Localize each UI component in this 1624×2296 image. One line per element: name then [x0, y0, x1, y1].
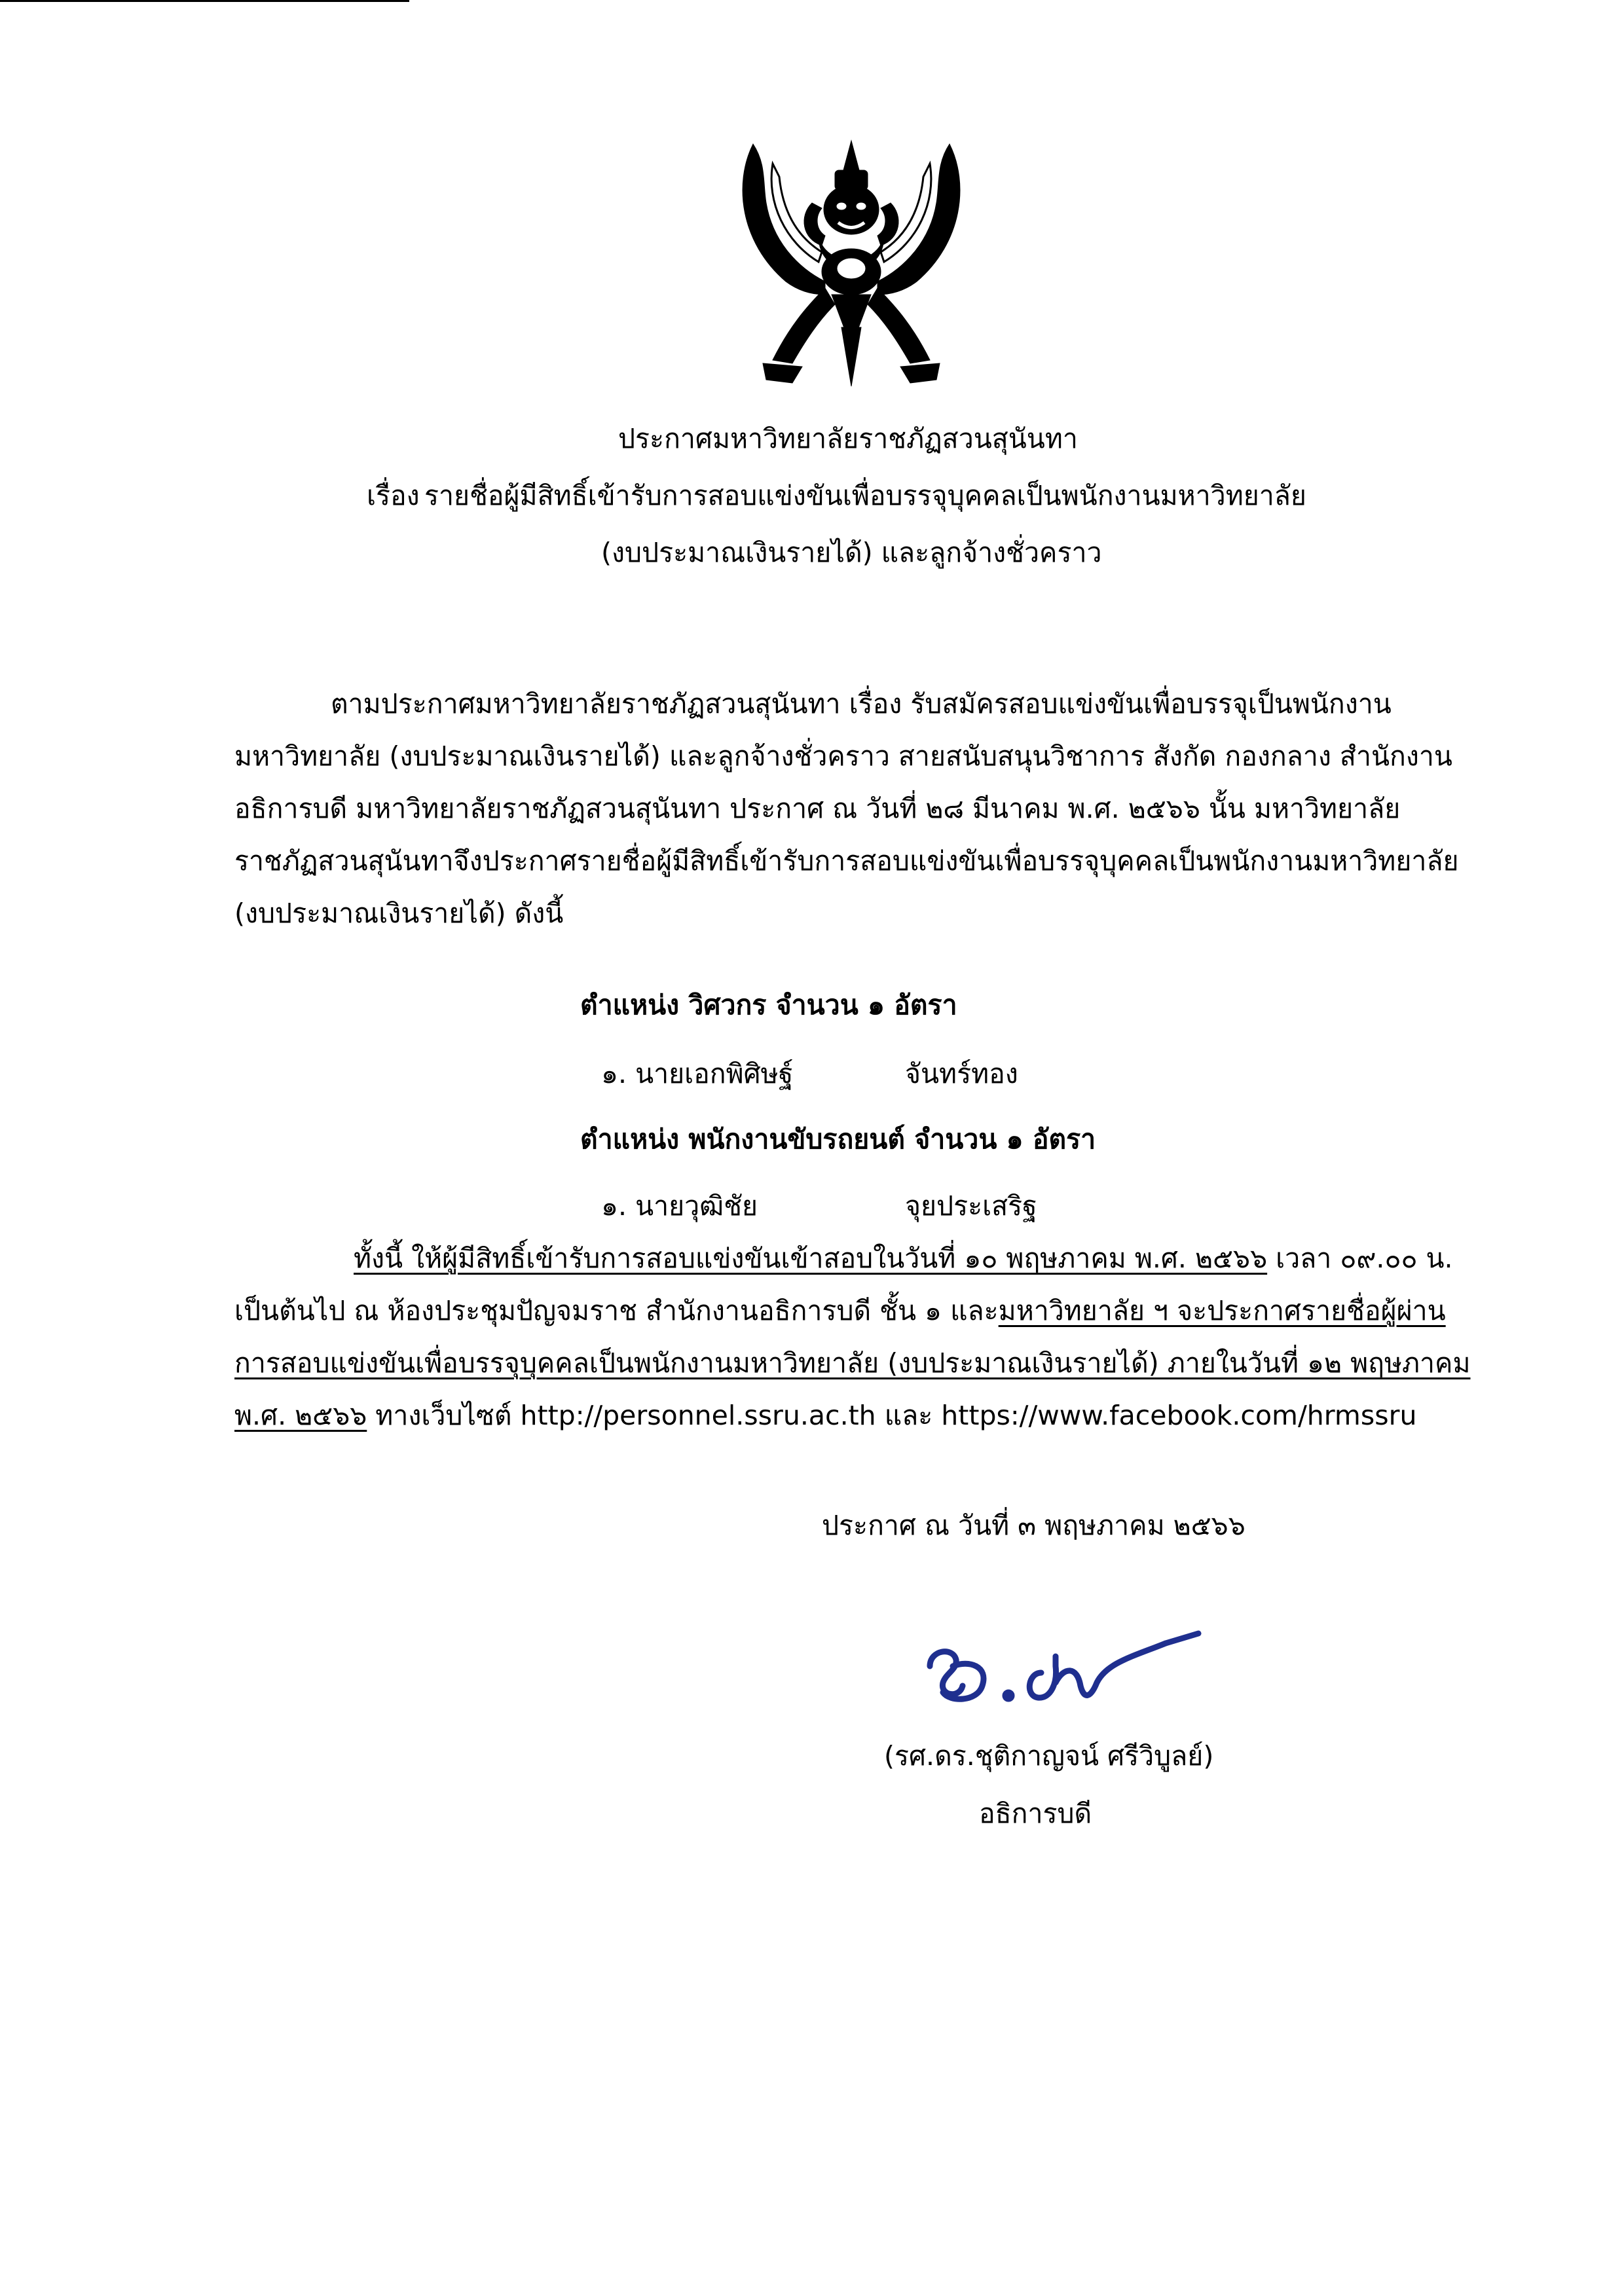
garuda-emblem-icon	[727, 131, 976, 393]
exam-notice-line	[354, 1239, 1453, 1278]
subject-text-line2: (งบประมาณเงินรายได้) และลูกจ้างชั่วคราว	[601, 537, 1102, 568]
results-announcement: มหาวิทยาลัย ฯ จะประกาศรายชื่อผู้ผ่าน	[998, 1295, 1446, 1326]
paragraph-line: มหาวิทยาลัย (งบประมาณเงินรายได้) และลูกจ้างชั่วคราว สายสนับสนุนวิชาการ สังกัด กองกลาง สำนักงาน	[234, 740, 1452, 772]
signer-name: (รศ.ดร.ชุติกาญจน์ ศรีวิบูลย์)	[884, 1740, 1214, 1772]
exam-time: เวลา ๐๙.๐๐ น.	[1267, 1243, 1453, 1274]
results-year: พ.ศ. ๒๕๖๖	[234, 1400, 367, 1431]
candidate-name: ๑. นายเอกพิศิษฐ์	[601, 1058, 794, 1089]
exam-date-underlined: ทั้งนี้ ให้ผู้มีสิทธิ์เข้ารับการสอบแข่งขันเข้าสอบในวันที่ ๑๐ พฤษภาคม พ.ศ. ๒๕๖๖	[354, 1243, 1268, 1274]
exam-notice-line	[234, 1396, 1416, 1435]
title-divider	[0, 0, 409, 2]
paragraph-line: อธิการบดี มหาวิทยาลัยราชภัฏสวนสุนันทา ประกาศ ณ วันที่ ๒๘ มีนาคม พ.ศ. ๒๕๖๖ นั้น มหาวิทยาลัย	[234, 793, 1401, 824]
website-links: ทางเว็บไซต์ http://personnel.ssru.ac.th และ https://www.facebook.com/hrmssru	[367, 1400, 1417, 1431]
announcement-date: ประกาศ ณ วันที่ ๓ พฤษภาคม ๒๕๖๖	[822, 1510, 1246, 1541]
candidate-surname: จันทร์ทอง	[905, 1058, 1018, 1089]
paragraph-line: ราชภัฏสวนสุนันทาจึงประกาศรายชื่อผู้มีสิทธิ์เข้ารับการสอบแข่งขันเพื่อบรรจุบุคคลเป็นพนักงานมหาวิทยาลัย	[234, 845, 1459, 877]
candidate-name: ๑. นายวุฒิชัย	[601, 1190, 758, 1222]
signature-icon	[917, 1620, 1205, 1719]
candidate-surname: จุยประเสริฐ	[905, 1190, 1037, 1222]
position-title: ตำแหน่ง วิศวกร จำนวน ๑ อัตรา	[580, 989, 957, 1021]
subject-label: เรื่อง	[367, 480, 420, 511]
subject-text: รายชื่อผู้มีสิทธิ์เข้ารับการสอบแข่งขันเพื่อบรรจุบุคคลเป็นพนักงานมหาวิทยาลัย	[424, 480, 1306, 511]
paragraph-line: ตามประกาศมหาวิทยาลัยราชภัฏสวนสุนันทา เรื่อง รับสมัครสอบแข่งขันเพื่อบรรจุเป็นพนักงาน	[331, 688, 1392, 720]
exam-venue: เป็นต้นไป ณ ห้องประชุมปัญจมราช สำนักงานอธิการบดี ชั้น ๑ และ	[234, 1295, 999, 1326]
results-announcement: การสอบแข่งขันเพื่อบรรจุบุคคลเป็นพนักงานมหาวิทยาลัย (งบประมาณเงินรายได้) ภายในวันที่ ๑๒ พฤษภาคม	[234, 1347, 1471, 1379]
signer-title: อธิการบดี	[979, 1798, 1092, 1829]
paragraph-line: (งบประมาณเงินรายได้) ดังนี้	[234, 898, 564, 929]
position-title: ตำแหน่ง พนักงานขับรถยนต์ จำนวน ๑ อัตรา	[580, 1123, 1096, 1155]
exam-notice-line	[234, 1291, 1446, 1330]
announcement-heading: ประกาศมหาวิทยาลัยราชภัฏสวนสุนันทา	[618, 423, 1078, 454]
